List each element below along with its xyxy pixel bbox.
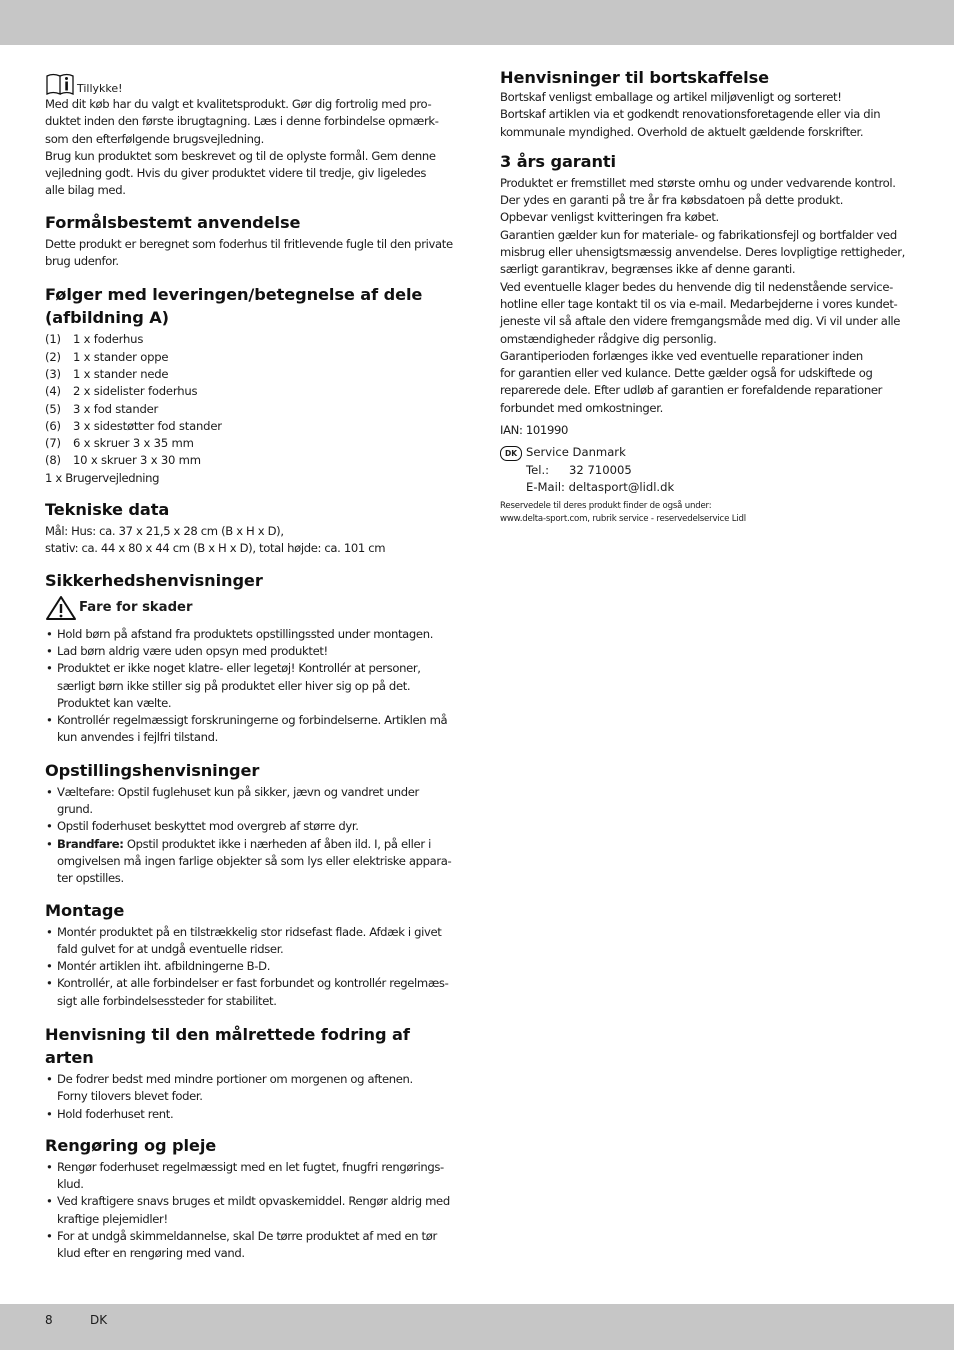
part-text: 2 x sidelister foderhus <box>73 384 198 399</box>
feeding-heading-line: arten <box>45 1047 94 1067</box>
service-tel-row <box>526 462 674 479</box>
part-text: 1 x foderhus <box>73 332 144 347</box>
disposal-line: Bortskaf venligst emballage og artikel miljøvenligt og sorteret! <box>500 90 842 104</box>
feeding-section <box>45 1023 459 1123</box>
warning-row <box>45 594 459 622</box>
safety-line: Produktet kan vælte. <box>57 695 172 710</box>
setup-list <box>45 784 459 888</box>
warranty-line: Der ydes en garanti på tre år fra købsdatoen på dette produkt. <box>500 193 844 208</box>
warranty-line: forbundet med omkostninger. <box>500 400 663 415</box>
cleaning-item <box>45 1193 459 1228</box>
safety-line: Hold børn på afstand fra produktets opstillingssted under montagen. <box>57 626 434 641</box>
cleaning-line: klud efter en rengøring med vand. <box>57 1246 245 1261</box>
setup-line: omgivelsen må ingen farlige objekter så som lys eller elektriske appara- <box>57 853 452 868</box>
service-email[interactable]: E-Mail: deltasport@lidl.dk <box>526 479 675 494</box>
part-text: 10 x skruer 3 x 30 mm <box>73 453 201 468</box>
warranty-line: for garantien eller ved kulance. Dette gælder også for udskiftede og <box>500 366 873 381</box>
part-number: (8) <box>45 453 61 468</box>
assembly-list <box>45 924 459 1010</box>
left-column <box>45 66 459 1263</box>
safety-item <box>45 626 459 643</box>
assembly-line: sigt alle forbindelsessteder for stabilitet. <box>57 993 277 1008</box>
cleaning-line: klud. <box>57 1177 84 1192</box>
intro-line: duktet inden den første ibrugtagning. Læs i denne forbindelse opmærk- <box>45 114 439 129</box>
part-text: 3 x sidestøtter fod stander <box>73 418 222 433</box>
feeding-heading-line: Henvisning til den målrettede fodring af <box>45 1024 410 1044</box>
warning-triangle-icon <box>45 595 77 621</box>
safety-list <box>45 626 459 747</box>
part-number: (5) <box>45 401 61 416</box>
fire-label: Brandfare: <box>57 836 124 851</box>
safety-line: kun anvendes i fejlfri tilstand. <box>57 730 218 745</box>
delivery-heading-line: (afbildning A) <box>45 308 169 328</box>
assembly-line: Montér produktet på en tilstrækkelig stor ridsefast flade. Afdæk i givet <box>57 924 442 939</box>
tech-line: Mål: Hus: ca. 37 x 21,5 x 28 cm (B x H x D), <box>45 524 284 539</box>
delivery-heading-line: Følger med leveringen/betegnelse af dele <box>45 285 423 305</box>
safety-heading: Sikkerhedshenvisninger <box>45 570 263 590</box>
setup-item-fire <box>45 836 459 888</box>
warning-label: Fare for skader <box>79 600 193 616</box>
warranty-line: reparerede dele. Efter udløb af garantien er forefaldende reparationer <box>500 383 883 398</box>
intro-line: alle bilag med. <box>45 183 126 198</box>
country-badge: DK <box>500 446 522 461</box>
tech-section <box>45 498 459 558</box>
tech-line: stativ: ca. 44 x 80 x 44 cm (B x H x D), total højde: ca. 101 cm <box>45 541 386 556</box>
service-name: Service Danmark <box>526 445 626 460</box>
parts-extra: 1 x Brugervejledning <box>45 470 160 485</box>
purpose-section <box>45 211 459 271</box>
safety-section <box>45 569 459 747</box>
page-number: 8 <box>45 1313 53 1327</box>
warranty-line: omstændigheder rådgive dig personlig. <box>500 331 717 346</box>
parts-list <box>45 331 459 469</box>
delivery-section <box>45 283 459 487</box>
assembly-section <box>45 899 459 1010</box>
book-info-icon <box>45 72 75 96</box>
parts-list-item <box>45 349 459 366</box>
warranty-line: misbrug eller uhensigtsmæssig anvendelse. Deres lovpligtige rettigheder, <box>500 245 905 260</box>
cleaning-heading: Rengøring og pleje <box>45 1135 217 1155</box>
intro-line: som den efterfølgende brugsvejledning. <box>45 131 264 146</box>
disposal-line: Bortskaf artiklen via et godkendt renovationsforetagende eller via din <box>500 107 881 122</box>
warranty-section <box>500 150 912 526</box>
assembly-heading: Montage <box>45 900 125 920</box>
cleaning-item <box>45 1228 459 1263</box>
service-details <box>526 444 674 496</box>
feeding-heading <box>45 1023 459 1069</box>
purpose-heading: Formålsbestemt anvendelse <box>45 212 301 232</box>
warranty-heading: 3 års garanti <box>500 151 617 171</box>
parts-list-item <box>45 435 459 452</box>
intro-text <box>45 96 459 200</box>
assembly-item <box>45 975 459 1010</box>
cleaning-line: Ved kraftigere snavs bruges et mildt opvaskemiddel. Rengør aldrig med <box>57 1194 450 1209</box>
feeding-line: Hold foderhuset rent. <box>57 1106 174 1121</box>
part-number: (3) <box>45 366 61 381</box>
assembly-item <box>45 924 459 959</box>
parts-list-item <box>45 452 459 469</box>
warranty-line: Produktet er fremstillet med største omhu og under vedvarende kontrol. <box>500 175 896 190</box>
part-number: (4) <box>45 384 61 399</box>
service-block <box>500 444 912 496</box>
feeding-list <box>45 1071 459 1123</box>
safety-line: Kontrollér regelmæssigt forskruningerne og forbindelserne. Artiklen må <box>57 713 448 728</box>
warranty-line: særligt garantikrav, begrænses ikke af denne garanti. <box>500 262 796 277</box>
warranty-line: Ved eventuelle klager bedes du henvende dig til nedenstående service- <box>500 279 893 294</box>
bottom-bar <box>0 1304 954 1350</box>
purpose-line: Dette produkt er beregnet som foderhus til fritlevende fugle til den private <box>45 236 453 251</box>
setup-item <box>45 784 459 819</box>
disposal-heading: Henvisninger til bortskaffelse <box>500 68 770 87</box>
cleaning-line: kraftige plejemidler! <box>57 1211 168 1226</box>
safety-item <box>45 660 459 712</box>
part-number: (6) <box>45 418 61 433</box>
warranty-line: Garantien gælder kun for materiale- og fabrikationsfejl og bortfalder ved <box>500 227 897 242</box>
safety-line: Lad børn aldrig være uden opsyn med produktet! <box>57 643 328 658</box>
setup-line: Opstil foderhuset beskyttet mod overgreb af større dyr. <box>57 819 359 834</box>
cleaning-line: For at undgå skimmeldannelse, skal De tørre produktet af med en tør <box>57 1229 437 1244</box>
parts-list-item <box>45 331 459 348</box>
tech-heading: Tekniske data <box>45 500 170 520</box>
intro-line: Brug kun produktet som beskrevet og til de oplyste formål. Gem denne <box>45 148 436 163</box>
safety-line: Produktet er ikke noget klatre- eller legetøj! Kontrollér at personer, <box>57 661 421 676</box>
warranty-line: Garantiperioden forlænges ikke ved eventuelle reparationer inden <box>500 348 863 363</box>
safety-item <box>45 712 459 747</box>
warranty-line: jeneste vil så aftale den videre fremgangsmåde med dig. Vi vil under alle <box>500 314 901 329</box>
feeding-item <box>45 1106 459 1123</box>
cleaning-list <box>45 1159 459 1263</box>
spare-parts-note <box>500 500 912 525</box>
disposal-line: kommunale myndighed. Overhold de aktuelt gældende forskrifter. <box>500 124 864 139</box>
language-code: DK <box>90 1313 108 1327</box>
parts-list-item <box>45 383 459 400</box>
part-text: 3 x fod stander <box>73 401 159 416</box>
tel-number: 32 710005 <box>569 462 632 477</box>
assembly-line: fald gulvet for at undgå eventuelle ridser. <box>57 941 284 956</box>
warranty-line: Opbevar venligst kvitteringen fra købet. <box>500 210 719 225</box>
purpose-line: brug udenfor. <box>45 254 119 269</box>
feeding-item <box>45 1071 459 1106</box>
parts-list-item <box>45 418 459 435</box>
intro-line: vejledning godt. Hvis du giver produktet videre til tredje, giv ligeledes <box>45 166 427 181</box>
assembly-line: Kontrollér, at alle forbindelser er fast forbundet og kontrollér regelmæs- <box>57 976 449 991</box>
delivery-heading <box>45 283 459 329</box>
warranty-line: hotline eller tage kontakt til os via e-mail. Medarbejderne i vores kundet- <box>500 296 898 311</box>
top-bar <box>0 0 954 45</box>
right-column <box>500 66 912 525</box>
setup-item <box>45 818 459 835</box>
assembly-item <box>45 958 459 975</box>
part-text: 1 x stander nede <box>73 366 169 381</box>
part-text: 6 x skruer 3 x 35 mm <box>73 436 194 451</box>
spare-line: Reservedele til deres produkt finder de også under: <box>500 501 712 512</box>
safety-item <box>45 643 459 660</box>
tel-label: Tel.: <box>526 462 550 477</box>
notice-header <box>45 66 459 96</box>
feeding-line: Forny tilovers blevet foder. <box>57 1089 203 1104</box>
setup-line: Væltefare: Opstil fuglehuset kun på sikker, jævn og vandret under <box>57 784 419 799</box>
safety-line: særligt børn ikke stiller sig på produktet eller hiver sig op på det. <box>57 678 411 693</box>
part-number: (1) <box>45 332 61 347</box>
intro-line: Med dit køb har du valgt et kvalitetsprodukt. Gør dig fortrolig med pro- <box>45 97 432 111</box>
feeding-line: De fodrer bedst med mindre portioner om morgenen og aftenen. <box>57 1071 413 1086</box>
setup-line: Opstil produktet ikke i nærheden af åben ild. I, på eller i <box>123 836 431 851</box>
part-number: (7) <box>45 436 61 451</box>
disposal-section <box>500 66 912 141</box>
notice-label: Tillykke! <box>77 82 123 95</box>
assembly-line: Montér artiklen iht. afbildningerne B-D. <box>57 959 271 974</box>
setup-section <box>45 759 459 888</box>
parts-list-item <box>45 401 459 418</box>
part-number: (2) <box>45 349 61 364</box>
setup-line: grund. <box>57 802 93 817</box>
cleaning-item <box>45 1159 459 1194</box>
spare-line[interactable]: www.delta-sport.com, rubrik service - reservedelservice Lidl <box>500 513 746 524</box>
cleaning-section <box>45 1134 459 1263</box>
cleaning-line: Rengør foderhuset regelmæssigt med en let fugtet, fnugfri rengørings- <box>57 1159 444 1174</box>
setup-line: ter opstilles. <box>57 871 124 886</box>
part-text: 1 x stander oppe <box>73 349 169 364</box>
setup-heading: Opstillingshenvisninger <box>45 760 260 780</box>
parts-list-item <box>45 366 459 383</box>
ian-number: IAN: 101990 <box>500 423 569 438</box>
